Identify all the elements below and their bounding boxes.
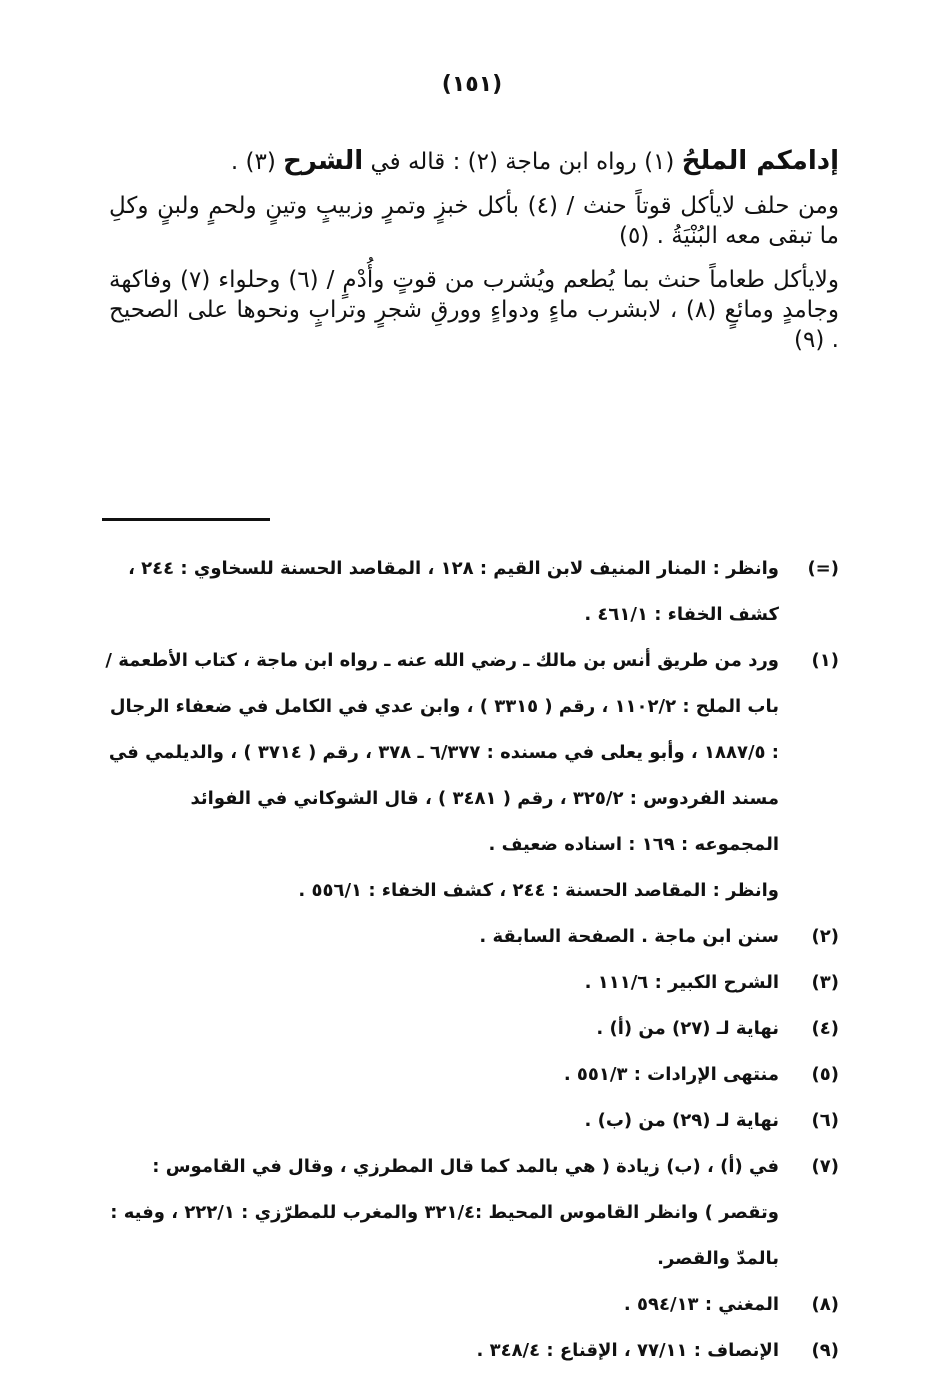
footnote-item xyxy=(103,1282,839,1328)
footnote-item xyxy=(103,914,839,960)
footnote-label: (٩) xyxy=(811,1340,839,1361)
footnote-label: (١) xyxy=(811,650,839,671)
footnote-body xyxy=(103,1052,779,1098)
footnote-item xyxy=(103,638,839,914)
footnote-body xyxy=(103,1328,779,1374)
footnote-body xyxy=(103,638,779,914)
paragraph-2: ومن حلف لايأكل قوتاً حنث / (٤) بأكل خبزٍ وتمرٍ وزبيبٍ وتينٍ ولحمٍ ولبنٍ وكلِ ما تبقى معه البُنْيَةُ . (٥) xyxy=(109,193,839,249)
footnote-item xyxy=(103,1098,839,1144)
main-text xyxy=(109,146,839,369)
footnote-text: المغني : ٥٩٤/١٣ . xyxy=(623,1294,779,1315)
footnote-text: وانظر : المقاصد الحسنة : ٢٤٤ ، كشف الخفاء : ٥٥٦/١ . xyxy=(298,880,779,901)
footnote-label: (٥) xyxy=(811,1064,839,1085)
footnote-label: (٨) xyxy=(811,1294,839,1315)
page-number: (١٥١) xyxy=(441,72,503,97)
footnote-label: (٧) xyxy=(811,1156,839,1177)
footnotes xyxy=(103,546,839,1374)
footnote-item xyxy=(103,1328,839,1374)
footnote-text: نهاية لـ (٢٧) من (أ) . xyxy=(596,1018,779,1039)
footnote-label: (٢) xyxy=(811,926,839,947)
footnote-text: سنن ابن ماجة . الصفحة السابقة . xyxy=(479,926,779,947)
footnote-item xyxy=(103,546,839,638)
footnote-item xyxy=(103,1006,839,1052)
footnote-text: الشرح الكبير : ١١١/٦ . xyxy=(584,972,779,993)
footnote-body xyxy=(103,546,779,638)
footnote-body xyxy=(103,960,779,1006)
sharh-reference: الشرح xyxy=(283,146,364,176)
footnote-label: (٣) xyxy=(811,972,839,993)
footnote-text: الإنصاف : ٧٧/١١ ، الإقناع : ٣٤٨/٤ . xyxy=(476,1340,779,1361)
paragraph-1-text: (١) رواه ابن ماجة (٢) : قاله في xyxy=(363,149,682,175)
footnote-text: وانظر : المنار المنيف لابن القيم : ١٢٨ ، المقاصد الحسنة للسخاوي : ٢٤٤ ، كشف الخفاء : ٤٦١/١ . xyxy=(128,558,779,625)
footnote-item xyxy=(103,1144,839,1282)
footnote-body xyxy=(103,914,779,960)
footnote-body xyxy=(103,1098,779,1144)
footnote-body xyxy=(103,1144,779,1282)
paragraph-3: ولايأكل طعاماً حنث بما يُطعم ويُشرب من قوتٍ وأُدْمٍ / (٦) وحلواء (٧) وفاكهة وجامدٍ ومائعٍ (٨) ، لابشرب ماءٍ ودواءٍ وورقِ شجرٍ وترابٍ ونحوها على الصحيح . (٩) xyxy=(109,267,839,353)
footnote-body xyxy=(103,1006,779,1052)
paragraph-1-end: (٣) . xyxy=(230,149,284,175)
footnote-label: (٦) xyxy=(811,1110,839,1131)
footnote-text: في (أ) ، (ب) زيادة ( هي بالمد كما قال المطرزي ، وقال في القاموس : وتقصر ) وانظر القاموس المحيط :٣٢١/٤ والمغرب للمطرّزي : ٢٢٢/١ ، وفيه : بالمدّ والقصر. xyxy=(110,1156,779,1269)
footnote-text: ورد من طريق أنس بن مالك ـ رضي الله عنه ـ رواه ابن ماجة ، كتاب الأطعمة / باب الملح : ١١٠٢/٢ ، رقم ( ٣٣١٥ ) ، وابن عدي في الكامل في ضعفاء الرجال : ١٨٨٧/٥ ، وأبو يعلى في مسنده : ٦/٣٧٧ ـ ٣٧٨ ، رقم ( ٣٧١٤ ) ، والديلمي في مسند الفردوس : ٣٢٥/٢ ، رقم ( ٣٤٨١ ) ، قال الشوكاني في الفوائد المجموعه : ١٦٩ : اسناده ضعيف . xyxy=(105,650,779,855)
footnote-label: (٤) xyxy=(811,1018,839,1039)
hadith-quote: إدامكم الملحُ xyxy=(681,146,839,176)
footnote-item xyxy=(103,1052,839,1098)
paragraph-1 xyxy=(109,146,839,177)
footnote-body xyxy=(103,1282,779,1328)
footnote-item xyxy=(103,960,839,1006)
footnote-label: (=) xyxy=(807,558,839,579)
footnote-text: نهاية لـ (٢٩) من (ب) . xyxy=(584,1110,779,1131)
footnote-text: منتهى الإرادات : ٥٥١/٣ . xyxy=(563,1064,779,1085)
footnote-separator xyxy=(102,518,270,521)
